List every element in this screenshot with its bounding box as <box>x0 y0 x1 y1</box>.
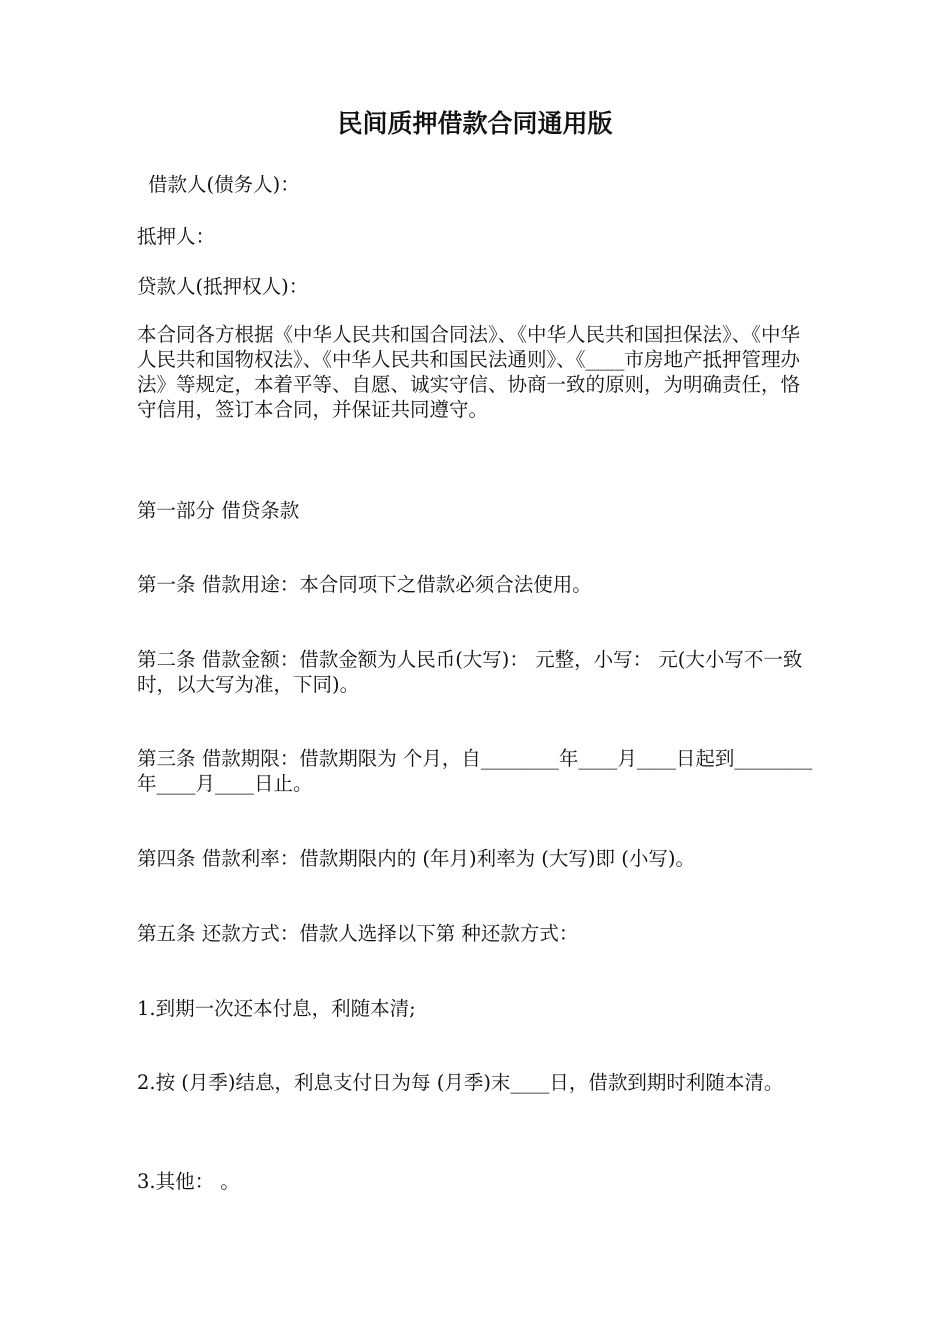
article-2: 第二条 借款金额：借款金额为人民币(大写)： 元整，小写： 元(大小写不一致时，以大写为准，下同)。 <box>137 648 803 696</box>
part-one-heading: 第一部分 借贷条款 <box>137 499 300 522</box>
document-title: 民间质押借款合同通用版 <box>337 109 613 138</box>
pledgor-line: 抵押人： <box>137 225 216 248</box>
lender-line: 贷款人(抵押权人)： <box>137 275 309 298</box>
repayment-option-1: 1.到期一次还本付息，利随本清; <box>137 997 416 1020</box>
article-3: 第三条 借款期限：借款期限为 个月，自________年____月____日起到________年____月____日止。 <box>137 747 813 795</box>
borrower-line: 借款人(债务人)： <box>148 173 300 196</box>
article-1: 第一条 借款用途：本合同项下之借款必须合法使用。 <box>137 573 592 596</box>
repayment-option-3: 3.其他： 。 <box>137 1170 240 1193</box>
repayment-option-2: 2.按 (月季)结息，利息支付日为每 (月季)末____日，借款到期时利随本清。 <box>137 1071 784 1094</box>
article-5: 第五条 还款方式：借款人选择以下第 种还款方式： <box>137 922 579 945</box>
preamble-paragraph: 本合同各方根据《中华人民共和国合同法》、《中华人民共和国担保法》、《中华人民共和国物权法》、《中华人民共和国民法通则》、《____市房地产抵押管理办法》等规定，本着平等、自愿、诚实守信、协商一致的原则，为明确责任，恪守信用，签订本合同，并保证共同遵守。 <box>137 323 801 421</box>
article-4: 第四条 借款利率：借款期限内的 (年月)利率为 (大写)即 (小写)。 <box>137 847 695 870</box>
